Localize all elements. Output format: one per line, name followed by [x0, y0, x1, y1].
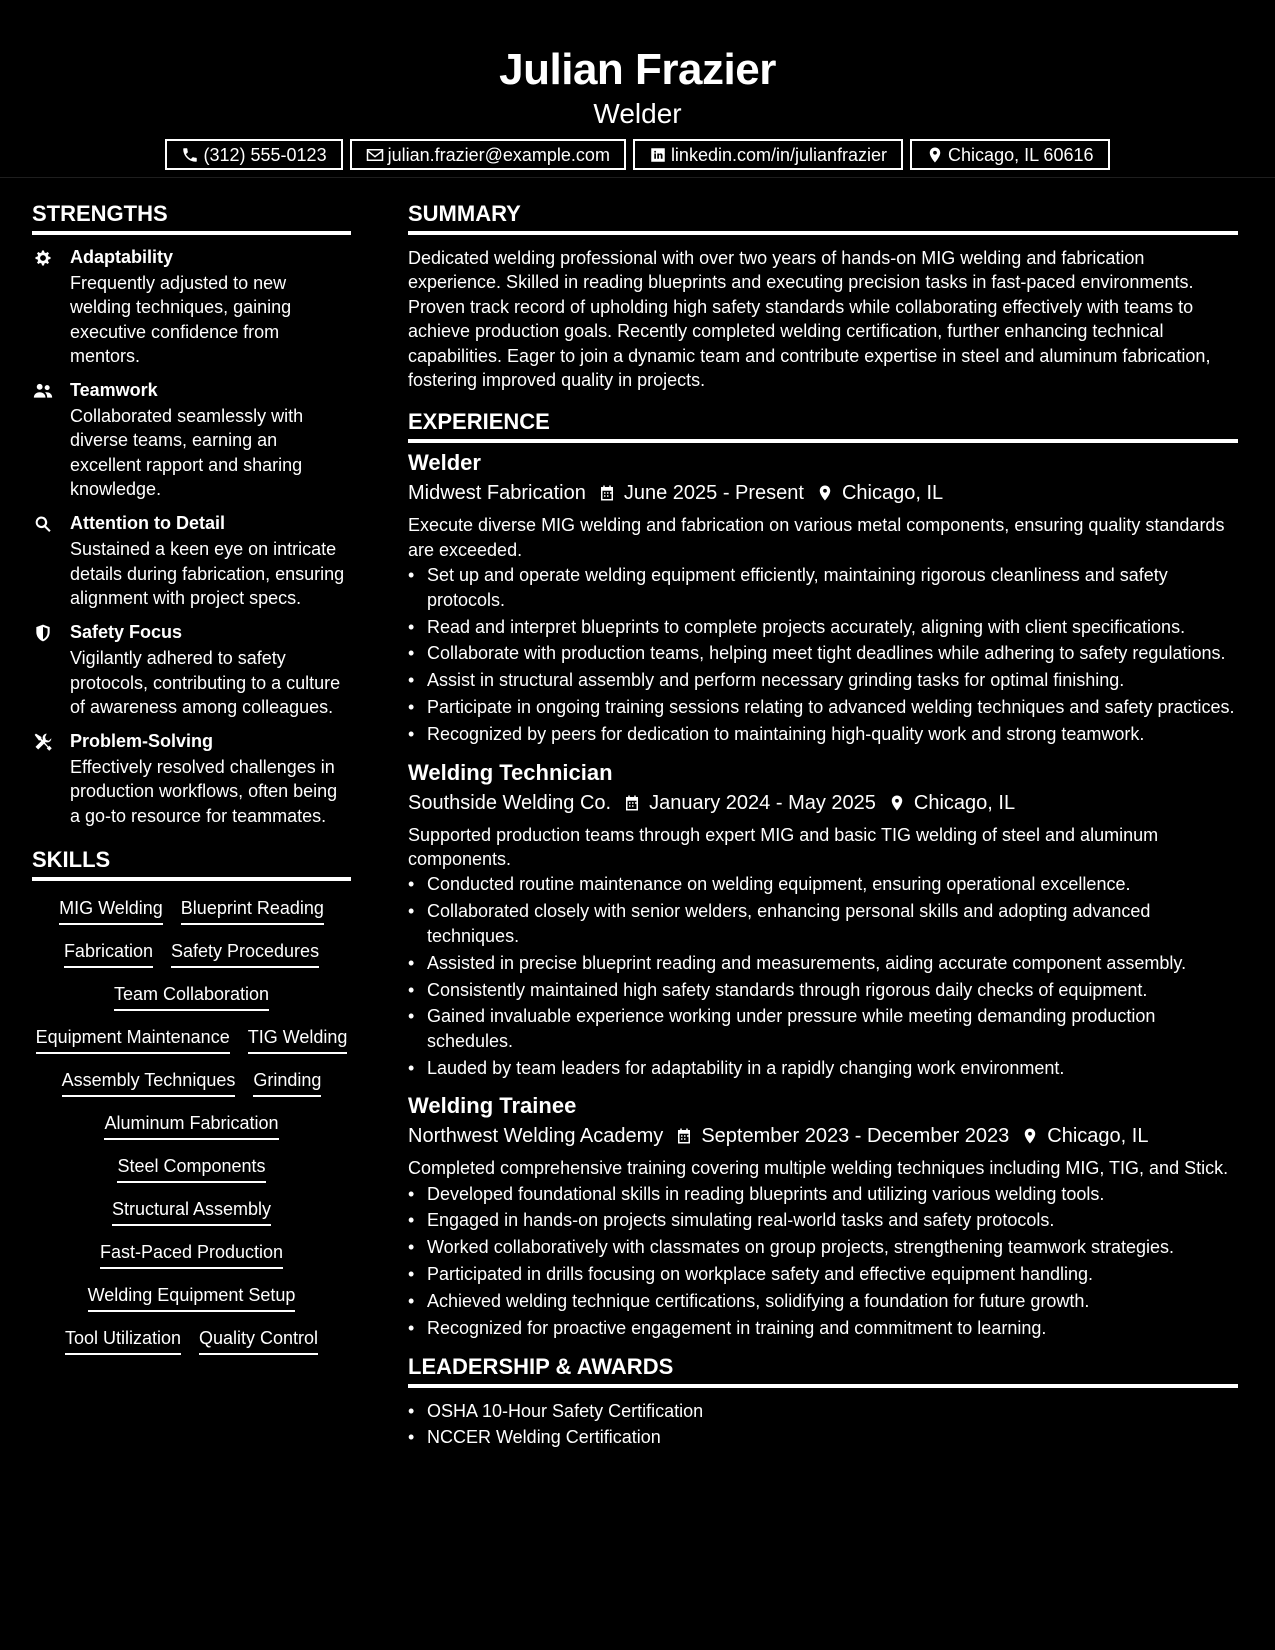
- job-bullet: • Assisted in precise blueprint reading and measurements, aiding accurate component assembly.: [408, 951, 1238, 975]
- tools-icon: [32, 732, 54, 752]
- job-bullet: • Gained invaluable experience working under pressure while meeting demanding production schedules.: [408, 1004, 1238, 1053]
- job-bullets: [408, 1182, 1238, 1341]
- summary-text: Dedicated welding professional with over two years of hands-on MIG welding and fabrication experience. Skilled in reading blueprints and executing precision tasks in fast-paced environments. Proven track record of upholding high safety standards while collaborating effectively with teams to achieve production goals. Recently completed welding certification, further enhancing technical capabilities. Eager to join a dynamic team and contribute expertise in steel and aluminum fabrication, fostering improved quality in projects.: [408, 248, 1211, 391]
- job-bullet: • Collaborated closely with senior welders, enhancing personal skills and adopting advanced techniques.: [408, 899, 1238, 948]
- job-meta: [408, 1123, 1238, 1149]
- gear-icon: [32, 248, 54, 268]
- job-location: Chicago, IL: [913, 791, 1016, 814]
- strength-desc: Frequently adjusted to new welding techniques, gaining executive confidence from mentors.: [70, 273, 292, 366]
- job-desc: Completed comprehensive training covering multiple welding techniques including MIG, TIG, and Stick.: [408, 1158, 1229, 1179]
- skill-tag: Equipment Maintenance: [36, 1026, 230, 1054]
- map-pin-icon: [926, 146, 944, 164]
- skill-tag: Welding Equipment Setup: [88, 1284, 296, 1312]
- job-bullet: • Consistently maintained high safety standards through rigorous daily checks of equipment.: [408, 978, 1238, 1002]
- resume-header: [0, 0, 1275, 178]
- candidate-title: Welder: [593, 98, 682, 129]
- resume-body: [0, 178, 1275, 1452]
- strength-desc: Effectively resolved challenges in production workflows, often being a go-to resource for teammates.: [70, 757, 338, 826]
- skill-tag: Quality Control: [199, 1327, 318, 1355]
- strengths-heading: STRENGTHS: [32, 200, 351, 235]
- job-bullet: • Developed foundational skills in reading blueprints and utilizing various welding tools.: [408, 1182, 1238, 1206]
- job-desc: Supported production teams through expert MIG and basic TIG welding of steel and aluminum components.: [408, 824, 1159, 869]
- calendar-icon: [598, 484, 616, 502]
- contact-bar: [0, 139, 1275, 170]
- contact-location-text: Chicago, IL 60616: [948, 144, 1094, 165]
- strength-item: [32, 621, 351, 719]
- job-title: Welding Technician: [408, 759, 613, 785]
- strength-title: Teamwork: [70, 380, 158, 401]
- job-bullet: • Conducted routine maintenance on welding equipment, ensuring operational excellence.: [408, 872, 1238, 896]
- job-dates: June 2025 - Present: [623, 482, 804, 505]
- strength-item: [32, 246, 351, 368]
- job-bullet: • Recognized for proactive engagement in training and commitment to learning.: [408, 1316, 1238, 1340]
- skill-tag: Fabrication: [64, 940, 153, 968]
- job-bullet: • Recognized by peers for dedication to maintaining high-quality work and strong teamwork.: [408, 722, 1238, 746]
- job-bullet: • Achieved welding technique certifications, solidifying a foundation for future growth.: [408, 1289, 1238, 1313]
- job-location: Chicago, IL: [1047, 1125, 1149, 1148]
- job-bullet: • Read and interpret blueprints to complete projects accurately, aligning with client specifications.: [408, 615, 1238, 639]
- strength-item: [32, 730, 351, 828]
- job-title: Welding Trainee: [408, 1093, 577, 1119]
- map-pin-icon: [1021, 1127, 1039, 1145]
- contact-linkedin-text: linkedin.com/in/julianfrazier: [670, 144, 888, 165]
- job-bullet: • Collaborate with production teams, helping meet tight deadlines while adhering to safety regulations.: [408, 641, 1238, 665]
- skills-list: [32, 892, 351, 1355]
- envelope-icon: [366, 146, 384, 164]
- job-location: Chicago, IL: [841, 482, 944, 505]
- strength-title: Attention to Detail: [70, 513, 225, 534]
- left-column: [32, 178, 351, 1452]
- job-bullet: • Set up and operate welding equipment efficiently, maintaining rigorous cleanliness and safety protocols.: [408, 563, 1238, 612]
- job-bullet: • Lauded by team leaders for adaptability in a rapidly changing work environment.: [408, 1056, 1238, 1080]
- job-dates: September 2023 - December 2023: [701, 1125, 1010, 1148]
- job-meta: [408, 790, 1238, 816]
- calendar-icon: [675, 1127, 693, 1145]
- map-pin-icon: [888, 794, 906, 812]
- strength-title: Adaptability: [70, 247, 174, 267]
- job-company: Midwest Fabrication: [408, 482, 586, 505]
- skills-heading: SKILLS: [32, 846, 351, 881]
- skill-tag: Fast-Paced Production: [100, 1241, 283, 1269]
- job-bullet: • Assist in structural assembly and perform necessary grinding tasks for optimal finishing.: [408, 668, 1238, 692]
- contact-phone-text: (312) 555-0123: [203, 144, 327, 165]
- shield-icon: [32, 623, 54, 643]
- skill-tag: TIG Welding: [248, 1026, 348, 1054]
- award-item: • NCCER Welding Certification: [408, 1425, 1238, 1449]
- contact-email-text: julian.frazier@example.com: [387, 144, 610, 165]
- job-bullet: • Participated in drills focusing on workplace safety and effective equipment handling.: [408, 1262, 1238, 1286]
- job-company: Southside Welding Co.: [408, 791, 612, 814]
- candidate-name: Julian Frazier: [499, 45, 776, 94]
- phone-icon: [181, 146, 199, 164]
- search-icon: [32, 514, 54, 534]
- job-entry: [408, 759, 1238, 1081]
- strength-desc: Vigilantly adhered to safety protocols, contributing to a culture of awareness among colleagues.: [70, 648, 341, 717]
- calendar-icon: [623, 794, 641, 812]
- job-meta: [408, 480, 1238, 506]
- right-column: [408, 178, 1238, 1452]
- experience-heading: EXPERIENCE: [408, 408, 1238, 443]
- skill-tag: Structural Assembly: [112, 1198, 271, 1226]
- job-bullet: • Worked collaboratively with classmates on group projects, strengthening teamwork strategies.: [408, 1235, 1238, 1259]
- awards-list: [408, 1399, 1238, 1450]
- strength-desc: Sustained a keen eye on intricate details during fabrication, ensuring alignment with project specs.: [70, 539, 345, 608]
- map-pin-icon: [816, 484, 834, 502]
- job-bullet: • Participate in ongoing training sessions relating to advanced welding techniques and safety practices.: [408, 695, 1238, 719]
- job-desc: Execute diverse MIG welding and fabrication on various metal components, ensuring quality standards are exceeded.: [408, 515, 1225, 560]
- awards-heading: LEADERSHIP & AWARDS: [408, 1353, 1238, 1388]
- skill-tag: Aluminum Fabrication: [104, 1112, 278, 1140]
- job-bullets: [408, 872, 1238, 1080]
- strength-title: Problem-Solving: [70, 731, 214, 752]
- job-company: Northwest Welding Academy: [408, 1125, 664, 1148]
- skill-tag: Steel Components: [117, 1155, 265, 1183]
- skill-tag: Blueprint Reading: [181, 897, 324, 925]
- contact-phone[interactable]: [165, 139, 342, 170]
- job-bullet: • Engaged in hands-on projects simulating real-world tasks and safety protocols.: [408, 1208, 1238, 1232]
- summary-heading: SUMMARY: [408, 200, 1238, 235]
- skill-tag: Grinding: [253, 1069, 321, 1097]
- job-entry: [408, 449, 1238, 746]
- skill-tag: Team Collaboration: [114, 983, 269, 1011]
- contact-location: [910, 139, 1109, 170]
- award-item: • OSHA 10-Hour Safety Certification: [408, 1399, 1238, 1423]
- strength-desc: Collaborated seamlessly with diverse teams, earning an excellent rapport and sharing knowledge.: [70, 406, 304, 500]
- job-title: Welder: [408, 450, 481, 476]
- strength-item: [32, 512, 351, 610]
- skill-tag: Safety Procedures: [171, 940, 319, 968]
- strength-title: Safety Focus: [70, 622, 183, 643]
- contact-linkedin[interactable]: [633, 139, 903, 170]
- skill-tag: MIG Welding: [59, 897, 163, 925]
- skill-tag: Tool Utilization: [65, 1327, 181, 1355]
- skill-tag: Assembly Techniques: [62, 1069, 236, 1097]
- linkedin-icon: [649, 146, 667, 164]
- job-entry: [408, 1092, 1238, 1340]
- users-icon: [32, 381, 54, 401]
- job-dates: January 2024 - May 2025: [649, 791, 876, 814]
- contact-email[interactable]: [350, 139, 626, 170]
- strength-item: [32, 379, 351, 501]
- job-bullets: [408, 563, 1238, 746]
